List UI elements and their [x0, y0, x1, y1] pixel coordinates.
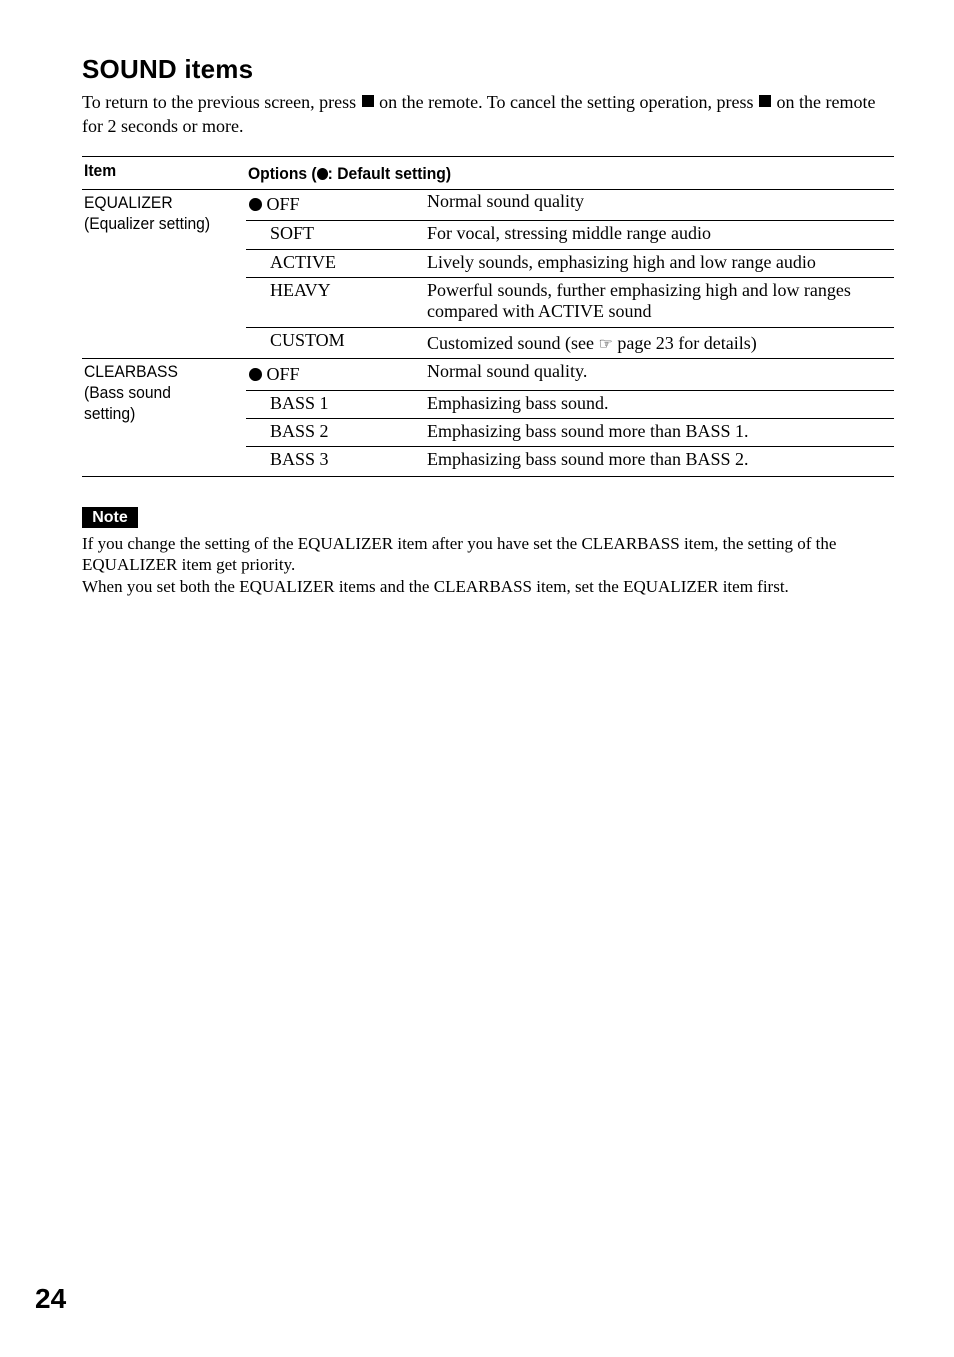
row-rule [246, 220, 894, 221]
default-bullet-icon [249, 368, 262, 381]
header-options: Options ( : Default setting) [248, 164, 452, 183]
row-rule [246, 249, 894, 250]
option-off: OFF [249, 194, 300, 215]
page-title: SOUND items [82, 54, 254, 84]
option-bass-1: BASS 1 [270, 393, 329, 413]
option-description: Emphasizing bass sound more than BASS 1. [427, 421, 749, 441]
default-bullet-icon [249, 198, 262, 211]
option-description: Emphasizing bass sound. [427, 393, 609, 413]
option-soft: SOFT [270, 223, 315, 243]
option-description: Normal sound quality [427, 191, 584, 211]
item-equalizer: EQUALIZER (Equalizer setting) [84, 193, 211, 233]
item-clearbass: CLEARBASS (Bass sound setting) [84, 362, 178, 423]
default-bullet-icon [317, 168, 328, 180]
option-description: Emphasizing bass sound more than BASS 2. [427, 449, 749, 469]
option-bass-3: BASS 3 [270, 449, 329, 469]
row-rule [246, 390, 894, 391]
header-rule [82, 189, 894, 190]
row-rule [246, 418, 894, 419]
reference-hand-icon: ☞ [598, 336, 613, 353]
stop-square-icon [362, 95, 374, 107]
option-description: For vocal, stressing middle range audio [427, 223, 711, 243]
table-bottom-rule [82, 476, 894, 477]
option-description: Customized sound (see ☞ page 23 for details) [427, 333, 757, 353]
option-active: ACTIVE [270, 252, 336, 272]
option-off: OFF [249, 364, 300, 385]
header-item: Item [84, 161, 117, 180]
group-rule [82, 358, 894, 359]
row-rule [246, 277, 894, 278]
row-rule [246, 327, 894, 328]
option-bass-2: BASS 2 [270, 421, 329, 441]
note-text: If you change the setting of the EQUALIZER item after you have set the CLEARBASS item, the setting of the EQUALIZER item get priority. [82, 534, 837, 574]
note-text: When you set both the EQUALIZER items and the CLEARBASS item, set the EQUALIZER item first. [82, 577, 789, 596]
stop-square-icon [759, 95, 771, 107]
option-heavy: HEAVY [270, 280, 331, 300]
option-description: Normal sound quality. [427, 361, 588, 381]
option-custom: CUSTOM [270, 330, 345, 350]
option-description: Lively sounds, emphasizing high and low range audio [427, 252, 816, 272]
note-badge: Note [82, 507, 138, 528]
option-description: Powerful sounds, further emphasizing high and low ranges compared with ACTIVE sound [427, 280, 851, 321]
table-top-rule [82, 156, 894, 157]
page-number: 24 [35, 1283, 67, 1314]
row-rule [246, 446, 894, 447]
intro-text: To return to the previous screen, press on the remote. To cancel the setting operation, press on the remote for 2 seconds or more. [82, 92, 876, 136]
